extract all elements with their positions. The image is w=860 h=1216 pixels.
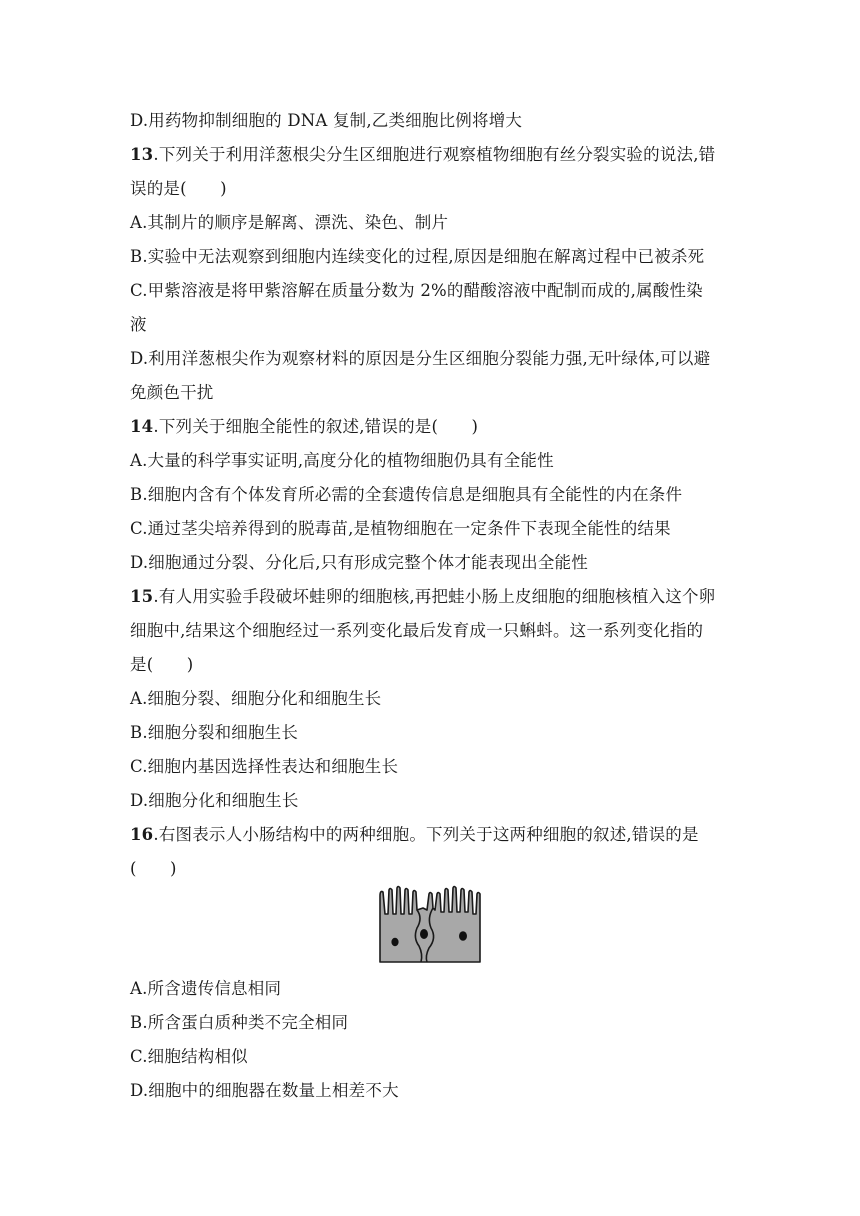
- nucleus-left: [391, 938, 398, 946]
- q16-option-b: B.所含蛋白质种类不完全相同: [130, 1013, 349, 1032]
- q15-number: 15: [130, 587, 154, 606]
- q14-option-b: B.细胞内含有个体发育所必需的全套遗传信息是细胞具有全能性的内在条件: [130, 485, 683, 504]
- q13-stem-line-2: 误的是( ): [130, 179, 227, 198]
- nucleus-middle: [420, 929, 428, 939]
- q12-option-d: D.用药物抑制细胞的 DNA 复制,乙类细胞比例将增大: [130, 111, 523, 130]
- q15-stem-text: .有人用实验手段破坏蛙卵的细胞核,再把蛙小肠上皮细胞的细胞核植入这个卵: [153, 587, 716, 606]
- q13-option-c-line-2: 液: [130, 315, 147, 334]
- q16-stem-text: .右图表示人小肠结构中的两种细胞。下列关于这两种细胞的叙述,错误的是: [153, 825, 699, 844]
- q15-stem-line-1: [130, 586, 730, 608]
- q13-option-c-line-1: C.甲紫溶液是将甲紫溶解在质量分数为 2%的醋酸溶液中配制而成的,属酸性染: [130, 281, 703, 300]
- q15-option-a: A.细胞分裂、细胞分化和细胞生长: [130, 689, 382, 708]
- q13-option-a: A.其制片的顺序是解离、漂洗、染色、制片: [130, 213, 449, 232]
- q13-stem-text: .下列关于利用洋葱根尖分生区细胞进行观察植物细胞有丝分裂实验的说法,错: [153, 145, 716, 164]
- q14-option-a: A.大量的科学事实证明,高度分化的植物细胞仍具有全能性: [130, 451, 554, 470]
- intestinal-cells-figure: [377, 884, 483, 966]
- q15-option-c: C.细胞内基因选择性表达和细胞生长: [130, 757, 399, 776]
- q16-option-c: C.细胞结构相似: [130, 1047, 248, 1066]
- q16-number: 16: [130, 825, 154, 844]
- nucleus-right: [459, 931, 467, 941]
- q13-option-b: B.实验中无法观察到细胞内连续变化的过程,原因是细胞在解离过程中已被杀死: [130, 247, 705, 266]
- q14-option-d: D.细胞通过分裂、分化后,只有形成完整个体才能表现出全能性: [130, 553, 588, 572]
- q13-stem-line-1: [130, 144, 730, 166]
- q15-stem-line-3: 是( ): [130, 655, 194, 674]
- q16-stem-line-2: ( ): [130, 859, 177, 878]
- q16-stem-line-1: [130, 824, 730, 846]
- q13-number: 13: [130, 145, 154, 164]
- q13-option-d-line-1: D.利用洋葱根尖作为观察材料的原因是分生区细胞分裂能力强,无叶绿体,可以避: [130, 349, 711, 368]
- q13-option-d-line-2: 免颜色干扰: [130, 383, 214, 402]
- q14-option-c: C.通过茎尖培养得到的脱毒苗,是植物细胞在一定条件下表现全能性的结果: [130, 519, 671, 538]
- q14-number: 14: [130, 417, 154, 436]
- q15-option-d: D.细胞分化和细胞生长: [130, 791, 299, 810]
- q14-stem: [130, 416, 730, 438]
- q15-stem-line-2: 细胞中,结果这个细胞经过一系列变化最后发育成一只蝌蚪。这一系列变化指的: [130, 621, 704, 640]
- q15-option-b: B.细胞分裂和细胞生长: [130, 723, 299, 742]
- q16-option-d: D.细胞中的细胞器在数量上相差不大: [130, 1081, 399, 1100]
- q14-stem-text: .下列关于细胞全能性的叙述,错误的是( ): [153, 417, 479, 436]
- q16-option-a: A.所含遗传信息相同: [130, 979, 282, 998]
